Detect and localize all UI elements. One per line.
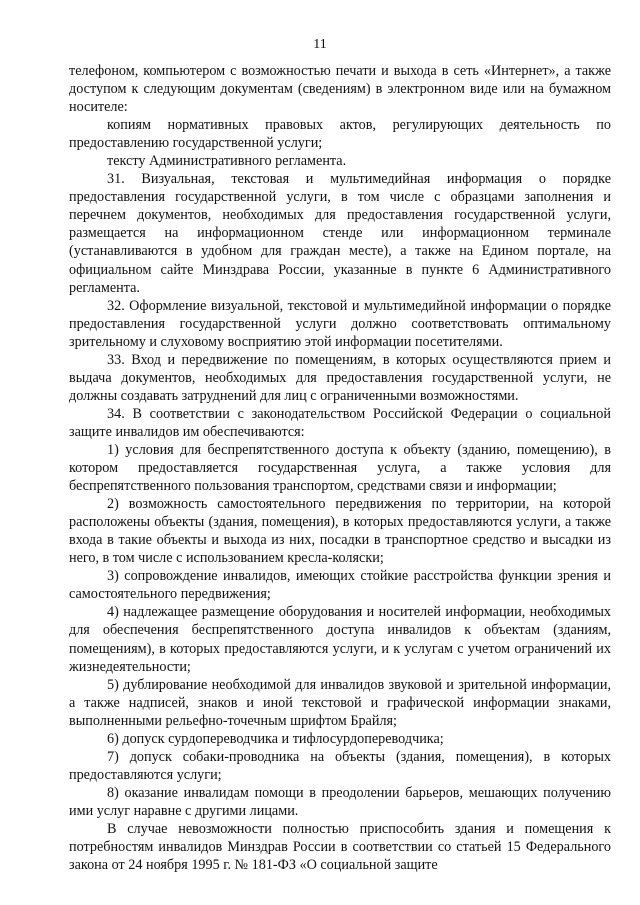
clause-34-item-3: 3) сопровождение инвалидов, имеющих стойкие расстройства функции зрения и самостоятельного передвижения; [69, 568, 611, 603]
clause-33: 33. Вход и передвижение по помещениям, в которых осуществляются прием и выдача документов, необходимых для предоставления государственной услуги, не должны создавать затруднений для лиц с ограниченными возможностями. [69, 351, 611, 404]
paragraph-continuation: телефоном, компьютером с возможностью печати и выхода в сеть «Интернет», а также доступом к следующим документам (сведениям) в электронном виде или на бумажном носителе: [69, 63, 611, 116]
clause-34-item-8: 8) оказание инвалидам помощи в преодолении барьеров, мешающих получению ими услуг наравне с другими лицами. [69, 784, 611, 819]
document-body [69, 62, 611, 874]
clause-34-item-2: 2) возможность самостоятельного передвижения по территории, на которой расположены объекты (здания, помещения), в которых предоставляются услуги, а также входа в такие объекты и выхода из них, посадки в транспортное средство и высадки из него, в том числе с использованием кресла-коляски; [69, 496, 611, 567]
clause-34: 34. В соответствии с законодательством Российской Федерации о социальной защите инвалидов им обеспечиваются: [69, 405, 611, 440]
clause-34-item-5: 5) дублирование необходимой для инвалидов звуковой и зрительной информации, а также надписей, знаков и иной текстовой и графической информации знаками, выполненными рельефно-точечным шрифтом Брайля; [69, 676, 611, 729]
clause-31: 31. Визуальная, текстовая и мультимедийная информация о порядке предоставления государственной услуги, в том числе с образцами заполнения и перечнем документов, необходимых для предоставления государственной услуги, размещается на информационном стенде или информационном терминале (устанавливаются в удобном для граждан месте), а также на Едином портале, на официальном сайте Минздрава России, указанные в пункте 6 Административного регламента. [69, 171, 611, 296]
clause-32: 32. Оформление визуальной, текстовой и мультимедийной информации о порядке предоставления государственной услуги должно соответствовать оптимальному зрительному и слуховому восприятию этой информации посетителями. [69, 297, 611, 350]
paragraph-adaptation-case: В случае невозможности полностью приспособить здания и помещения к потребностям инвалидов Минздрав России в соответствии со статьей 15 Федерального закона от 24 ноября 1995 г. № 181-ФЗ «О социальной защите [69, 820, 611, 874]
list-item-regulation-text: тексту Административного регламента. [107, 153, 347, 170]
list-item-legal-acts: копиям нормативных правовых актов, регулирующих деятельность по предоставлению государственной услуги; [69, 117, 611, 152]
clause-34-item-1: 1) условия для беспрепятственного доступа к объекту (зданию, помещению), в котором предоставляется государственная услуга, а также условия для беспрепятственного пользования транспортом, средствами связи и информации; [69, 441, 611, 495]
clause-34-item-6: 6) допуск сурдопереводчика и тифлосурдопереводчика; [107, 730, 444, 747]
page-number: 11 [313, 37, 327, 52]
clause-34-item-4: 4) надлежащее размещение оборудования и носителей информации, необходимых для обеспечения беспрепятственного доступа инвалидов к объектам (зданиям, помещениям), в которых предоставляются услуги, и к услугам с учетом ограничений их жизнедеятельности; [69, 604, 611, 675]
clause-34-item-7: 7) допуск собаки-проводника на объекты (здания, помещения), в которых предоставляются услуги; [69, 748, 611, 783]
